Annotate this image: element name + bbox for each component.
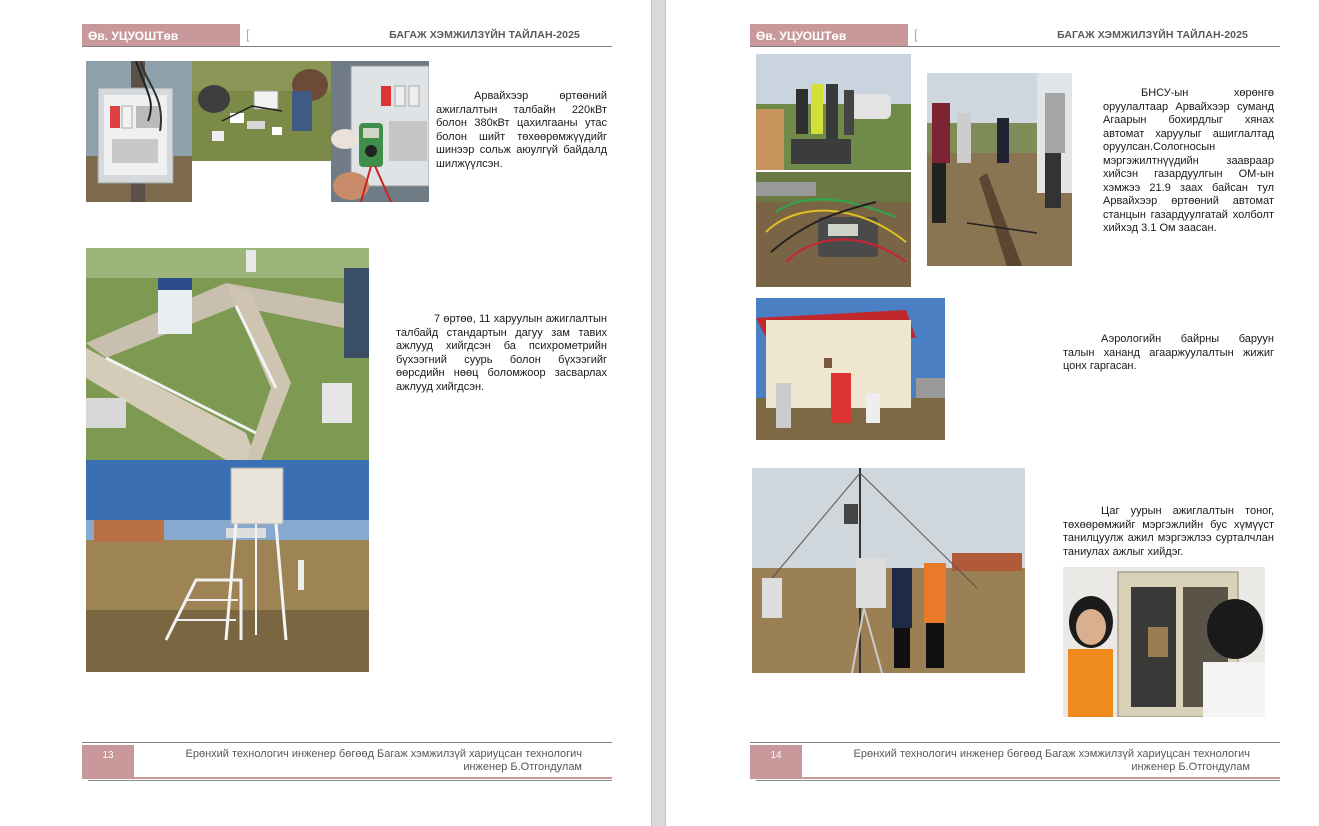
footer-line-2: инженер Б.Отгондулам: [463, 761, 582, 773]
photo-instrument-cabinet: [1063, 567, 1265, 717]
page-header: [750, 24, 1280, 46]
page-footer: [750, 742, 1280, 782]
photo-grounding-trench: [927, 73, 1072, 266]
footer-bottom-rule: [88, 780, 612, 781]
header-bracket: [: [914, 27, 918, 42]
paragraph-grounding: БНСУ-ын хөрөнгө оруулалтаар Арвайхээр суманд Агаарын бохирдлыг хянах автомат харуулыг ашиглалтад оруулсан.Сологносын мэргэжилтнүүдийн заавраар хийсэн газардуулгын ОМ-ын хэмжээ 21.9 заах байсан тул Арвайхээр өртөөний автомат станцын газардуулгатай холболт хийхэд 3.1 Ом заасан.: [1103, 87, 1274, 234]
header-org-tag: Өв. УЦУОШТөв: [750, 24, 908, 46]
footer-author: [142, 748, 582, 774]
photo-aerology-building: [756, 298, 945, 440]
page-header: [82, 24, 612, 46]
footer-author: [810, 748, 1250, 774]
footer-rule: [750, 742, 1280, 743]
footer-line-1: Ерөнхий технологич инженер бөгөөд Багаж хэмжилзүй хариуцсан технологич: [853, 748, 1250, 760]
header-title: БАГАЖ ХЭМЖИЛЗҮЙН ТАЙЛАН-2025: [1057, 29, 1248, 41]
photo-electrical-cabinet: [86, 61, 192, 202]
page-number: 13: [82, 745, 134, 778]
photo-team-outdoors: [756, 54, 911, 170]
footer-line-1: Ерөнхий технологич инженер бөгөөд Багаж хэмжилзүй хариуцсан технологич: [185, 748, 582, 760]
photo-workers-wiring: [192, 61, 331, 161]
footer-accent-rule: [750, 777, 1280, 779]
page-number: 14: [750, 745, 802, 778]
header-title: БАГАЖ ХЭМЖИЛЗҮЙН ТАЙЛАН-2025: [389, 29, 580, 41]
photo-field-paths: [86, 248, 369, 460]
header-bracket: [: [246, 27, 250, 42]
page-14: [666, 0, 1319, 826]
header-org-tag: Өв. УЦУОШТөв: [82, 24, 240, 46]
footer-line-2: инженер Б.Отгондулам: [1131, 761, 1250, 773]
header-rule: [82, 46, 612, 47]
photo-psychrometric-booth: [86, 460, 369, 672]
page-gutter: [652, 0, 665, 826]
footer-rule: [82, 742, 612, 743]
photo-earth-tester: [756, 172, 911, 287]
photo-multimeter-panel: [331, 61, 429, 202]
page-13: [0, 0, 651, 826]
footer-accent-rule: [82, 777, 612, 779]
paragraph-public-outreach: Цаг уурын ажиглалтын тоног, төхөөрөмжийг мэргэжлийн бус хүмүүст танилцуулж ажил мэргэжлээ сурталчлан таниулах ажлыг хийдэг.: [1063, 505, 1274, 558]
paragraph-electrical: Арвайхээр өртөөний ажиглалтын талбайн 220кВт болон 380кВт цахилгааны утас болон шийт төхөөрөмжүүдийг шинээр сольж аюулгүй байдалд шилжүүлсэн.: [436, 90, 607, 170]
header-rule: [750, 46, 1280, 47]
paragraph-ventilation: Аэрологийн байрны баруун талын хананд агааржуулалтын жижиг цонх гаргасан.: [1063, 333, 1274, 372]
paragraph-field-paths: 7 өртөө, 11 харуулын ажиглалтын талбайд стандартын дагуу зам тавих ажлууд хийгдсэн ба психрометрийн бүхээгний суурь болон бүхээгийг өөрсдийн нөөц боломжоор засварлах ажлууд хийгдсэн.: [396, 313, 607, 393]
photo-weather-station: [752, 468, 1025, 673]
footer-bottom-rule: [756, 780, 1280, 781]
page-footer: [82, 742, 612, 782]
